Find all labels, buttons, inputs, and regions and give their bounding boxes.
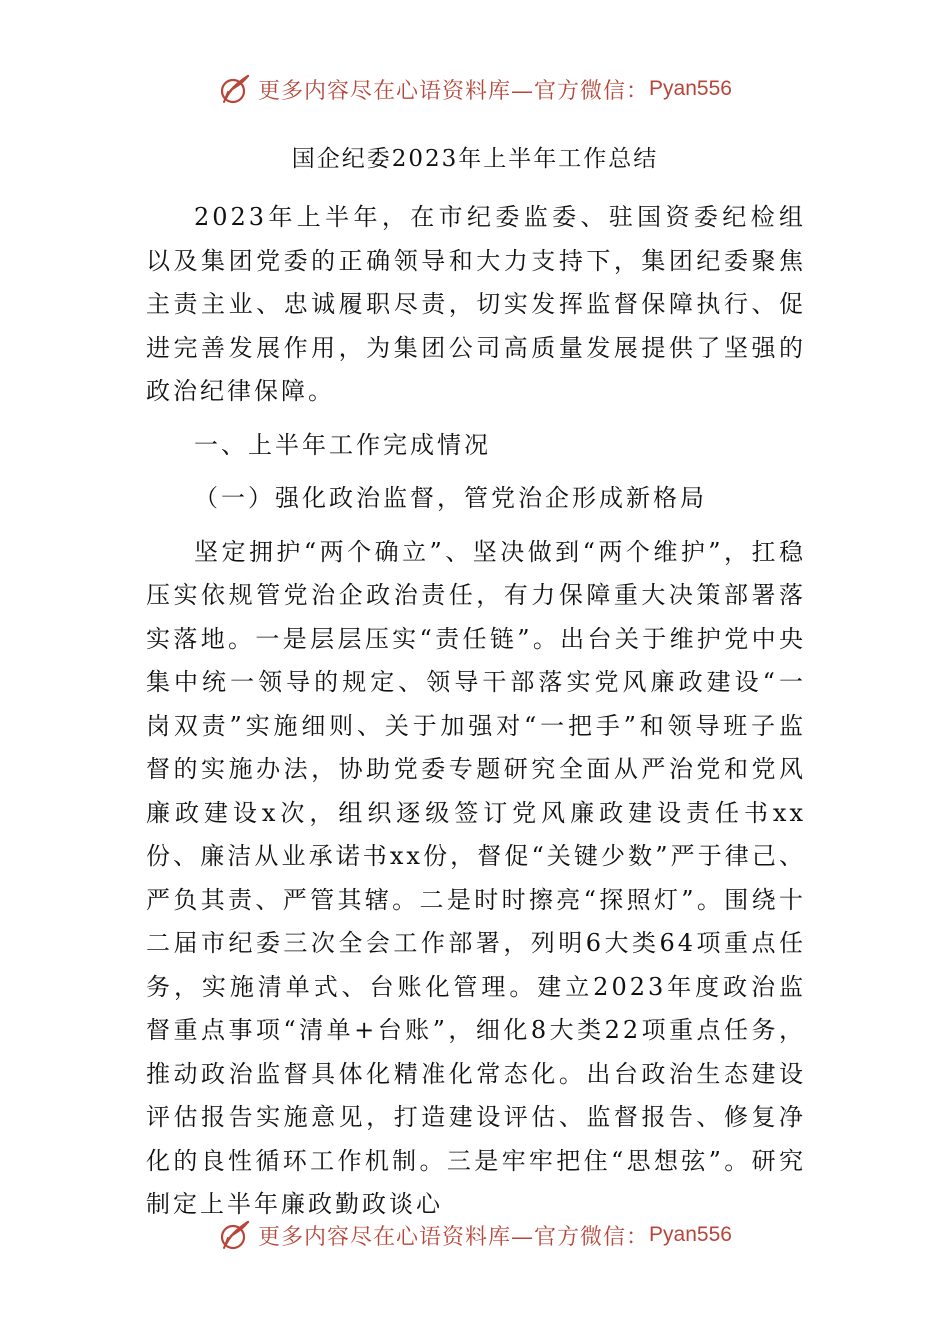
document-title: 国企纪委2023年上半年工作总结: [291, 146, 659, 172]
body-paragraph: 坚定拥护“两个确立”、坚决做到“两个维护”，扛稳压实依规管党治企政治责任，有力保障重大决策部署落实落地。一是层层压实“责任链”。出台关于维护党中央集中统一领导的规定、领导干部落实党风廉政建设“一岗双责”实施细则、关于加强对“一把手”和领导班子监督的实施办法，协助党委专题研究全面从严治党和党风廉政建设x次，组织逐级签订党风廉政建设责任书xx份、廉洁从业承诺书xx份，督促“关键少数”严于律己、严负其责、严管其辖。二是时时擦亮“探照灯”。围绕十二届市纪委三次全会工作部署，列明6大类64项重点任务，实施清单式、台账化管理。建立2023年度政治监督重点事项“清单+台账”，细化8大类22项重点任务，推动政治监督具体化精准化常态化。出台政治生态建设评估报告实施意见，打造建设评估、监督报告、修复净化的良性循环工作机制。三是牢牢把住“思想弦”。研究制定上半年廉政勤政谈心: [146, 537, 806, 1218]
section-heading: 一、上半年工作完成情况: [194, 430, 491, 459]
intro-paragraph: 2023年上半年，在市纪委监委、驻国资委纪检组以及集团党委的正确领导和大力支持下，集团纪委聚焦主责主业、忠诚履职尽责，切实发挥监督保障执行、促进完善发展作用，为集团公司高质量发展提供了坚强的政治纪律保障。: [146, 203, 806, 405]
watermark-text: 更多内容尽在心语资料库—官方微信：: [258, 78, 650, 104]
header-watermark: [0, 64, 950, 114]
document-body: [146, 196, 806, 1227]
watermark-contact: Pyan556: [649, 1223, 732, 1246]
footer-watermark: [0, 1210, 950, 1260]
subsection-heading: （一）强化政治监督，管党治企形成新格局: [194, 484, 707, 512]
watermark-contact: Pyan556: [649, 77, 732, 100]
quill-seal-logo-icon: [218, 72, 252, 106]
quill-seal-logo-icon: [218, 1218, 252, 1252]
watermark-text: 更多内容尽在心语资料库—官方微信：: [258, 1224, 650, 1250]
